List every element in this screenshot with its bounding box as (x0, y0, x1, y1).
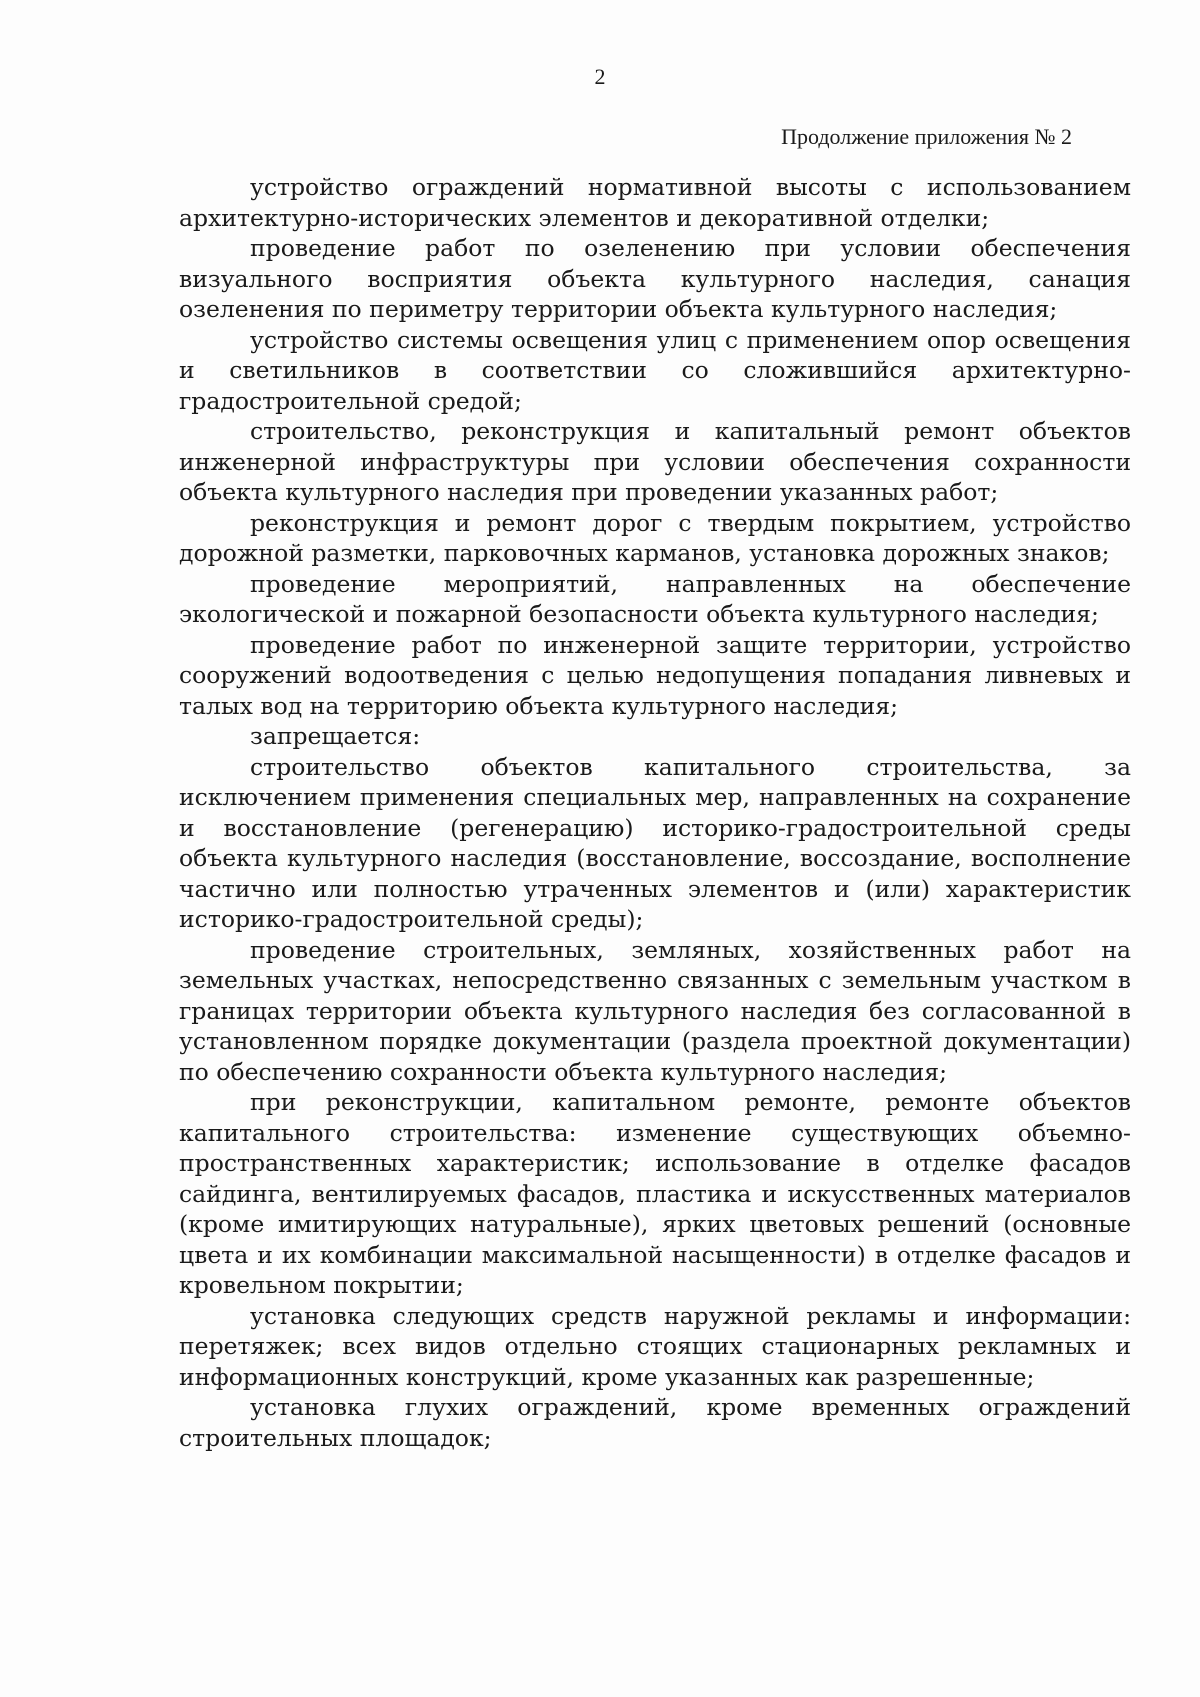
paragraph-road-repair: реконструкция и ремонт дорог с твердым покрытием, устройство дорожной разметки, парковочных карманов, установка дорожных знаков; (179, 508, 1131, 567)
paragraph-engineering-protection: проведение работ по инженерной защите территории, устройство сооружений водоотведения с целью недопущения попадания ливневых и талых вод на территорию объекта культурного наследия; (179, 630, 1131, 720)
appendix-continuation-note: Продолжение приложения № 2 (781, 124, 1072, 149)
paragraph-advertising-prohibition: установка следующих средств наружной рекламы и информации: перетяжек; всех видов отдельно стоящих стационарных рекламных и информационных конструкций, кроме указанных как разрешенные; (179, 1301, 1131, 1391)
paragraph-construction-prohibition: строительство объектов капитального строительства, за исключением применения специальных мер, направленных на сохранение и восстановление (регенерацию) историко-градостроительной среды объекта культурного наследия (восстановление, воссоздание, восполнение частично или полностью утраченных элементов и (или) характеристик историко-градостроительной среды); (179, 752, 1131, 933)
page-number: 2 (594, 64, 606, 89)
paragraph-earthworks-prohibition: проведение строительных, земляных, хозяйственных работ на земельных участках, непосредственно связанных с земельным участком в границах территории объекта культурного наследия без согласованной в установленном порядке документации (раздела проектной документации) по обеспечению сохранности объекта культурного наследия; (179, 935, 1131, 1086)
paragraph-facade-prohibition: при реконструкции, капитальном ремонте, ремонте объектов капитального строительства: изменение существующих объемно-пространственных характеристик; использование в отделке фасадов сайдинга, вентилируемых фасадов, пластика и искусственных материалов (кроме имитирующих натуральные), ярких цветовых решений (основные цвета и их комбинации максимальной насыщенности) в отделке фасадов и кровельном покрытии; (179, 1088, 1131, 1299)
paragraph-solid-fencing-prohibition: установка глухих ограждений, кроме временных ограждений строительных площадок; (179, 1393, 1131, 1452)
paragraph-prohibited-heading: запрещается: (250, 722, 421, 750)
paragraph-fencing: устройство ограждений нормативной высоты с использованием архитектурно-исторических элементов и декоративной отделки; (179, 173, 1131, 232)
document-body (179, 172, 1131, 1453)
paragraph-street-lighting: устройство системы освещения улиц с применением опор освещения и светильников в соответствии со сложившийся архитектурно-градостроительной средой; (179, 325, 1131, 415)
paragraph-safety-measures: проведение мероприятий, направленных на обеспечение экологической и пожарной безопасности объекта культурного наследия; (179, 569, 1131, 628)
paragraph-engineering-infrastructure: строительство, реконструкция и капитальный ремонт объектов инженерной инфраструктуры при условии обеспечения сохранности объекта культурного наследия при проведении указанных работ; (179, 417, 1131, 506)
paragraph-landscaping: проведение работ по озеленению при условии обеспечения визуального восприятия объекта культурного наследия, санация озеленения по периметру территории объекта культурного наследия; (179, 234, 1131, 323)
